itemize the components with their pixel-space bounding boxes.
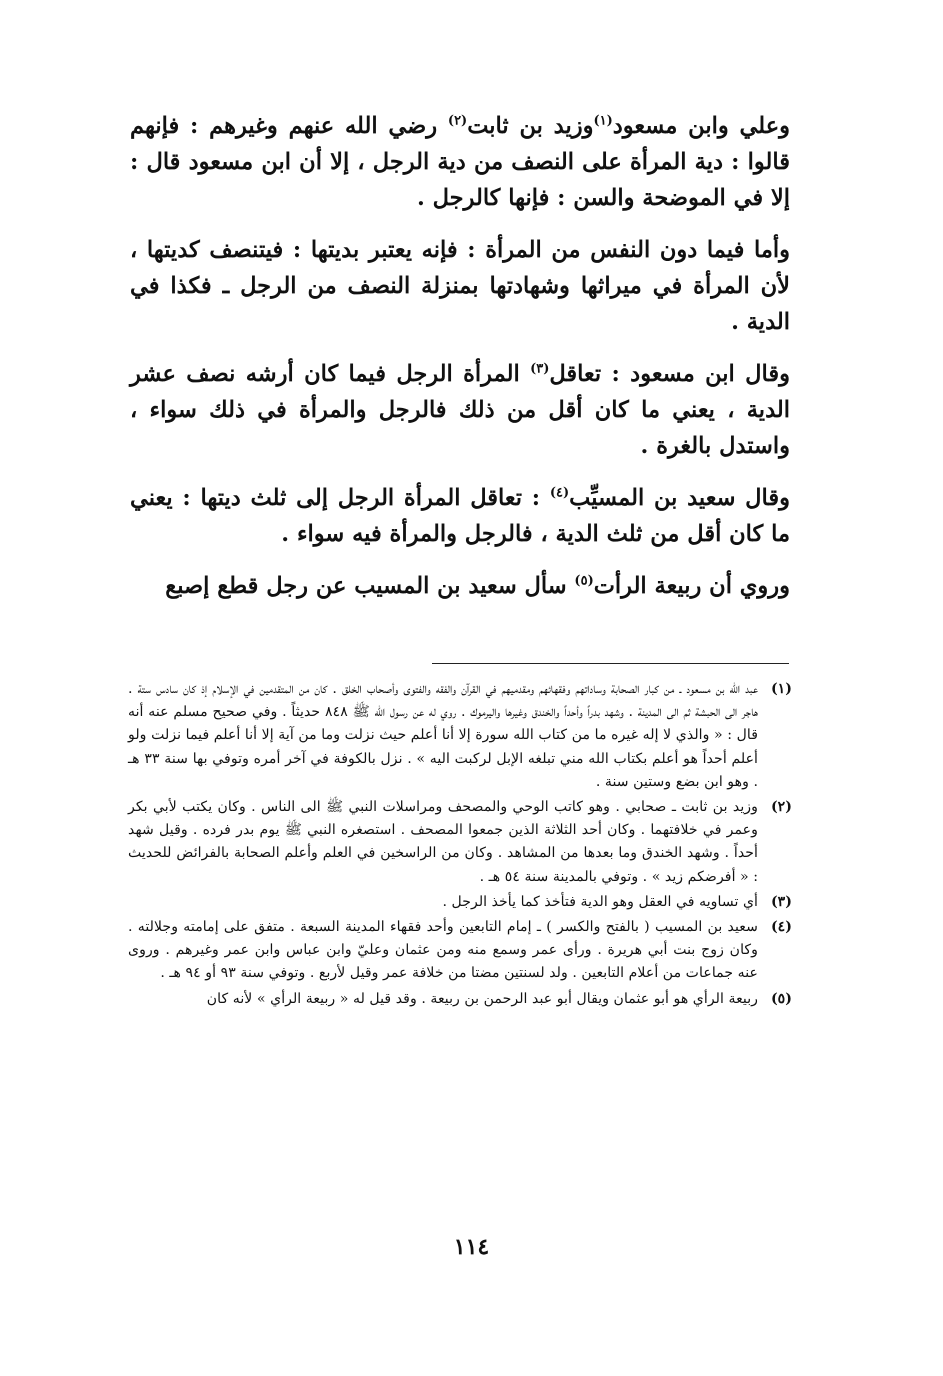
text-run: وأما فيما دون النفس من المرأة : فإنه يعتبر بديتها : فيتنصف كديتها ، لأن المرأة في ميراثها وشهادتها بمنزلة النصف من الرجل ـ فكذا في الدية . [130,237,790,335]
paragraph [130,232,790,340]
footnote [128,988,792,1011]
paragraph [130,356,790,464]
text-run: سأل سعيد بن المسيب عن رجل قطع إصبع [165,573,575,599]
footnote-number: (٤) [770,919,792,936]
text-run: المرأة الرجل فيما كان أرشه نصف عشر الدية ، يعني ما كان أقل من ذلك فالرجل والمرأة في ذلك سواء ، واستدل بالغرة . [130,361,790,459]
footnote-text: ربيعة الرأي هو أبو عثمان ويقال أبو عبد الرحمن بن ربيعة . وقد قيل له « ربيعة الرأي » لأنه كان [206,990,758,1007]
main-text-body [130,108,790,620]
footnote-ref: (٣) [530,361,550,377]
footnote [128,678,792,794]
text-run: وروي أن ربيعة الرأت [593,573,790,599]
footnote-text: عبد الله بن مسعود ـ من كبار الصحابة وساداتهم وفقهائهم ومقدميهم في القرآن والفقه والفتوى وأصحاب الخلق . كان من المتقدمين في الإسلام إذ كان سادس ستة . هاجر الى الحبشة ثم الى المدينة . وشهد بدراً وأحداً والخندق وغيرها واليرموك . روي له عن رسول الله ﷺ ٨٤٨ حديثاً . وفي صحيح مسلم عنه أنه قال : « والذي لا إله غيره ما من كتاب الله سورة إلا أنا أعلم حيث نزلت وما من آية إلا أنا أعلم فيما نزلت ولو أعلم أحداً هو أعلم بكتاب الله مني تبلغه الإبل لركبت اليه » . نزل بالكوفة في آخر أمره وتوفي بها سنة ٣٣ هـ . وهو ابن بضع وستين سنة . [128,681,758,790]
text-run: وقال سعيد بن المسيِّب [569,485,790,511]
footnote-text: أي تساويه في العقل وهو الدية فتأخذ كما يأخذ الرجل . [442,893,758,910]
footnote [128,916,792,986]
footnote-number: (٣) [770,893,792,910]
footnote-text: سعيد بن المسيب ( بالفتح والكسر ) ـ إمام التابعين وأحد فقهاء المدينة السبعة . متفق على إمامته وجلالته . وكان زوج بنت أبي هريرة . ورأى عمر وسمع منه ومن عثمان وعليّ وابن عباس وابن عمر وغيرهم . وروى عنه جماعات من أعلام التابعين . ولد لسنتين مضتا من خلافة عمر وقيل لأربع . وتوفي سنة ٩٣ أو ٩٤ هـ . [128,919,758,982]
page-number: ١١٤ [453,1234,490,1260]
footnotes [128,678,792,1013]
footnote-number: (٥) [770,990,792,1007]
footnote-ref: (١) [593,113,613,129]
paragraph [130,480,790,552]
footnote-number: (١) [770,681,792,697]
footnote-text: وزيد بن ثابت ـ صحابي . وهو كاتب الوحي والمصحف ومراسلات النبي ﷺ الى الناس . وكان يكتب لأبي بكر وعمر في خلافتهما . وكان أحد الثلاثة الذين جمعوا المصحف . استصغره النبي ﷺ يوم بدر فرده . وقيل شهد أحداً . وشهد الخندق وما بعدها من المشاهد . وكان من الراسخين في العلم وأعلم الصحابة بالفرائض للحديث : « أفرضكم زيد » . وتوفي بالمدينة سنة ٥٤ هـ . [128,799,758,885]
paragraph [130,108,790,216]
text-run: وقال ابن مسعود : تعاقل [549,361,790,387]
text-run: وزيد بن ثابت [467,113,594,139]
footnote-ref: (٢) [447,113,468,129]
text-run: رضي الله عنهم وغيرهم : فإنهم قالوا : دية المرأة على النصف من دية الرجل ، إلا أن ابن مسعود قال : إلا في الموضحة والسن : فإنها كالرجل . [130,113,790,211]
footnote-ref: (٤) [549,485,570,501]
text-run: : تعاقل المرأة الرجل إلى ثلث ديتها : يعني ما كان أقل من ثلث الدية ، فالرجل والمرأة فيه سواء . [130,485,790,547]
paragraph [130,568,790,604]
footnote-ref: (٥) [574,573,594,589]
footnote [128,796,792,889]
footnote [128,891,792,914]
footnote-number: (٢) [770,799,792,816]
text-run: وعلي وابن مسعود [612,113,790,139]
footnote-divider [432,663,789,664]
